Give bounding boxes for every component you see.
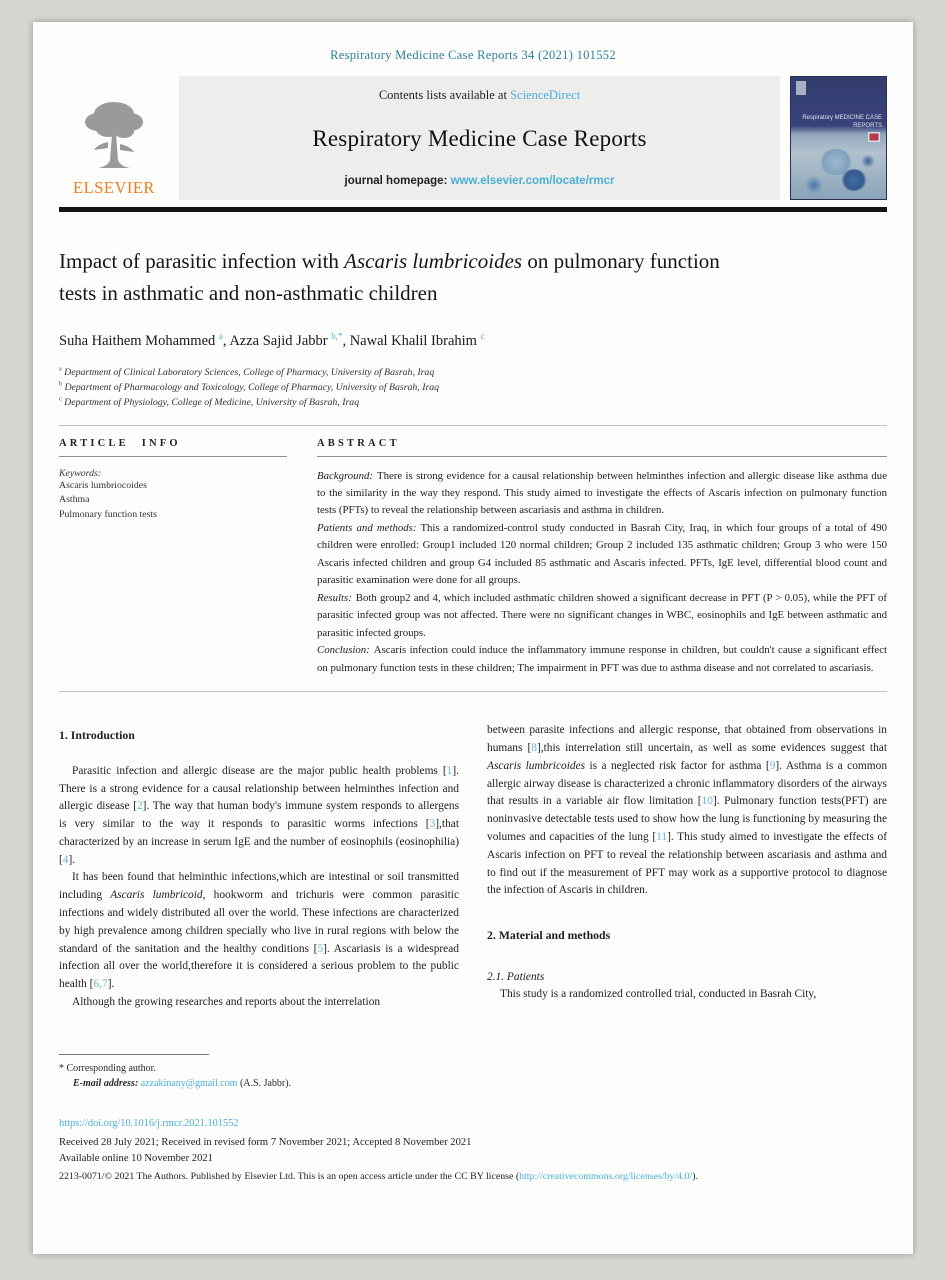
citation-link[interactable]: 5 <box>317 942 324 955</box>
text-segment: ]. Asthma is a common allergic airway disease is characterized a chronic inflammatory disorders of the airways that results in a variable air flow limitation [ <box>487 759 888 808</box>
article-title <box>59 246 749 309</box>
journal-cover-thumbnail <box>790 76 887 200</box>
text-segment: ],that characterized by an increase in serum IgE and the number of eosinophils (eosinophilia) [ <box>59 818 459 866</box>
homepage-label: journal homepage: <box>344 175 451 187</box>
keyword-item: Ascaris lumbriocoides <box>59 479 147 491</box>
text-segment: It has been found that helminthic infections,which are intestinal or soil transmitted including <box>59 871 459 902</box>
authors-line <box>59 333 887 350</box>
abstract-column <box>317 438 887 678</box>
right-column <box>487 722 887 1011</box>
citation-link[interactable]: 4 <box>62 853 69 866</box>
text-segment: Parasitic infection and allergic disease are the major public health problems [ <box>72 764 447 777</box>
email-link[interactable]: azzakinany@gmail.com <box>140 1078 238 1090</box>
keyword-item: Asthma <box>59 494 90 506</box>
article-info-heading: ARTICLE INFO <box>59 437 181 449</box>
homepage-link[interactable]: www.elsevier.com/locate/rmcr <box>450 175 615 187</box>
inline-link[interactable]: http://creativecommons.org/licenses/by/4.0/ <box>519 1170 693 1182</box>
affiliation-text: Department of Physiology, College of Medicine, University of Basrah, Iraq <box>64 397 360 409</box>
body-paragraph: This study is a randomized controlled trial, conducted in Basrah City, <box>500 988 817 1001</box>
abstract-text: There is strong evidence for a causal relationship between helminthes infection and allergic disease like asthma due to the similarity in the way they respond. This study aimed to investigate the effects of Ascaris infection on pulmonary function tests (PFTs) to reveal the relationship between ascariasis and asthma in children. <box>317 469 887 517</box>
journal-cover-image <box>790 76 887 200</box>
introduction-heading: 1. Introduction <box>59 728 135 743</box>
abstract-paragraph <box>317 520 887 590</box>
doi-link[interactable]: https://doi.org/10.1016/j.rmcr.2021.101552 <box>59 1117 239 1129</box>
text-segment: ]. <box>107 978 115 991</box>
keyword-item: Pulmonary function tests <box>59 508 157 520</box>
affiliation-sup: a <box>59 366 62 373</box>
corresponding-author-line <box>59 1061 887 1077</box>
abstract-text: This a randomized-control study conducted in Basrah City, Iraq, in which four groups of a total of 490 children were enrolled: Group1 included 120 normal children; Group 2 included 135 asthmatic children; Group 3 who were 150 Ascaris infected children and group G4 included 85 asthmatic and Ascaris infected. PFTs, IgE level, differential blood count and parasitic examination were done for all groups. <box>317 521 887 587</box>
article-info-column <box>59 438 287 678</box>
paper-page <box>33 22 913 1254</box>
abstract-paragraph <box>317 468 887 520</box>
received-line: Received 28 July 2021; Received in revised form 7 November 2021; Accepted 8 November 2021 <box>59 1136 472 1148</box>
methods-heading: 2. Material and methods <box>487 928 611 943</box>
citation-link[interactable]: 8 <box>531 742 537 755</box>
keywords-label: Keywords: <box>59 467 102 479</box>
body-paragraph <box>59 763 459 870</box>
text-segment: ]. Pulmonary function tests(PFT) are noninvasive detectable tests used to show how the lung is functioning by measuring the volumes and capacities of the lung [ <box>487 795 887 844</box>
citation-link[interactable]: 10 <box>701 795 713 808</box>
journal-citation-header: Respiratory Medicine Case Reports 34 (2021) 101552 <box>330 48 616 62</box>
text-segment: ]. Ascariasis is a widespread infection all over the world,therefore it is considered a serious problem to the public health [ <box>59 942 459 991</box>
affiliation-sup: b <box>59 381 63 388</box>
affiliation-text: Department of Clinical Laboratory Sciences, College of Pharmacy, University of Basrah, Iraq <box>64 367 435 378</box>
citation-link[interactable]: 11 <box>656 831 668 844</box>
text-segment: a <box>218 331 223 342</box>
cover-emblem-icon <box>868 132 880 142</box>
text-segment: on pulmonary function tests in asthmatic and non-asthmatic children <box>59 249 720 305</box>
text-segment: , Nawal Khalil Ibrahim <box>342 333 481 349</box>
copyright-line <box>59 1169 887 1184</box>
abstract-lead: Patients and methods: <box>317 521 417 534</box>
masthead-box <box>179 76 780 200</box>
text-segment: ). <box>692 1170 699 1182</box>
affiliation-text: Department of Pharmacology and Toxicology, College of Pharmacy, University of Basrah, Iraq <box>64 382 440 394</box>
cover-art-blob <box>861 155 875 167</box>
section-divider <box>59 691 887 692</box>
body-columns <box>59 722 887 1011</box>
body-paragraph <box>59 869 459 993</box>
text-segment: c <box>480 331 485 342</box>
cover-art-blob <box>805 177 823 193</box>
citation-link[interactable]: 2 <box>136 800 143 813</box>
footer <box>59 1116 887 1184</box>
info-abstract-section <box>59 438 887 678</box>
abstract-heading: ABSTRACT <box>317 437 400 449</box>
text-segment: , hookworm and trichuris were common parasitic infections and widely distributed all over the world. These infections are characterized by high prevalence among children specially who live in rural regions with below the standard of the sanitation and the healthy conditions [ <box>59 889 460 955</box>
text-segment: Ascaris lumbricoides <box>344 249 523 273</box>
citation-link[interactable]: 1 <box>446 764 453 777</box>
footnote <box>59 1061 887 1092</box>
abstract-paragraph <box>317 590 887 642</box>
email-suffix: (A.S. Jabbr). <box>239 1078 292 1090</box>
text-segment: Suha Haithem Mohammed <box>59 333 219 349</box>
footnote-rule <box>59 1054 209 1055</box>
heading-rule <box>59 456 287 457</box>
text-segment: ]. <box>68 853 76 866</box>
sciencedirect-link[interactable]: ScienceDirect <box>510 88 581 102</box>
contents-line <box>189 88 770 103</box>
text-segment: Ascaris lumbricoid <box>110 889 203 902</box>
text-segment: 2213-0071/© 2021 The Authors. Published by Elsevier Ltd. This is an open access article under the CC BY license ( <box>59 1170 520 1182</box>
contents-prefix: Contents lists available at <box>378 88 511 102</box>
text-segment: , Azza Sajid Jabbr <box>222 333 332 349</box>
affiliation-row <box>59 395 887 410</box>
elsevier-logo <box>59 76 169 200</box>
left-column <box>59 722 459 1011</box>
citation-link[interactable]: 6,7 <box>93 978 108 991</box>
masthead <box>59 76 887 200</box>
citation-link[interactable]: 3 <box>429 818 436 831</box>
affiliation-sup: c <box>59 397 62 404</box>
cover-publisher-mark-icon <box>796 81 806 95</box>
affiliations <box>59 365 887 411</box>
cover-art-blob <box>841 169 867 191</box>
homepage-line <box>189 175 770 187</box>
text-segment: ],this interrelation still uncertain, as well as some evidences suggest that <box>536 742 888 755</box>
text-segment: Although the growing researches and reports about the interrelation <box>72 995 381 1008</box>
patients-subheading: 2.1. Patients <box>487 970 545 983</box>
text-segment: Impact of parasitic infection with <box>59 249 345 273</box>
masthead-divider <box>59 207 887 212</box>
text-segment: Ascaris lumbricoides <box>487 759 586 772</box>
text-segment: ]. There is a strong evidence for a causal relationship between helminthes infection and allergic disease [ <box>59 764 459 813</box>
affiliation-row <box>59 380 887 395</box>
available-line: Available online 10 November 2021 <box>59 1153 213 1165</box>
abstract-paragraph <box>317 642 887 677</box>
elsevier-wordmark: ELSEVIER <box>73 178 155 197</box>
cover-title: Respiratory MEDICINE CASE REPORTS <box>802 115 882 129</box>
text-segment: b,* <box>331 331 343 342</box>
affiliation-row <box>59 365 887 380</box>
abstract-lead: Background: <box>317 469 373 482</box>
citation-link[interactable]: 9 <box>769 759 776 772</box>
section-divider <box>59 425 887 426</box>
abstract-text: Both group2 and 4, which included asthmatic children showed a significant decrease in PFT (P > 0.05), while the PFT of parasitic infected group was not affected. There were no significant changes in WBC, eosinophils and IgE between asthmatic and parasitic infected groups. <box>317 591 887 639</box>
corresponding-author-text: Corresponding author. <box>66 1062 156 1074</box>
email-label: E-mail address: <box>73 1078 139 1090</box>
abstract-lead: Results: <box>317 591 352 604</box>
footnote-marker: * <box>59 1062 64 1074</box>
body-paragraph <box>487 722 887 900</box>
email-line <box>59 1076 887 1092</box>
text-segment: ]. This study aimed to investigate the effects of Ascaris infection on PFT to reveal the relationship between ascariasis and asthma and to find out if the measurement of PFT may work as a supportive protocol to diagnose the infection of Ascaris in children. <box>487 831 887 897</box>
text-segment: ]. The way that human body's immune system responds to allergens is very similar to the way it responds to parasitic worms infections [ <box>59 800 460 831</box>
body-paragraph <box>59 994 459 1012</box>
text-segment: between parasite infections and allergic response, that obtained from observations in humans [ <box>487 724 887 755</box>
journal-title: Respiratory Medicine Case Reports <box>312 126 647 151</box>
text-segment: is a neglected risk factor for asthma [ <box>585 759 770 772</box>
elsevier-tree-icon <box>78 98 150 176</box>
abstract-lead: Conclusion: <box>317 644 370 657</box>
abstract-text: Ascaris infection could induce the inflammatory immune response in children, but couldn't cause a significant effect on pulmonary function tests in these children; The impairment in PFT was due to asthma disease and not correlated to ascariasis. <box>317 644 887 674</box>
heading-rule <box>317 456 887 457</box>
